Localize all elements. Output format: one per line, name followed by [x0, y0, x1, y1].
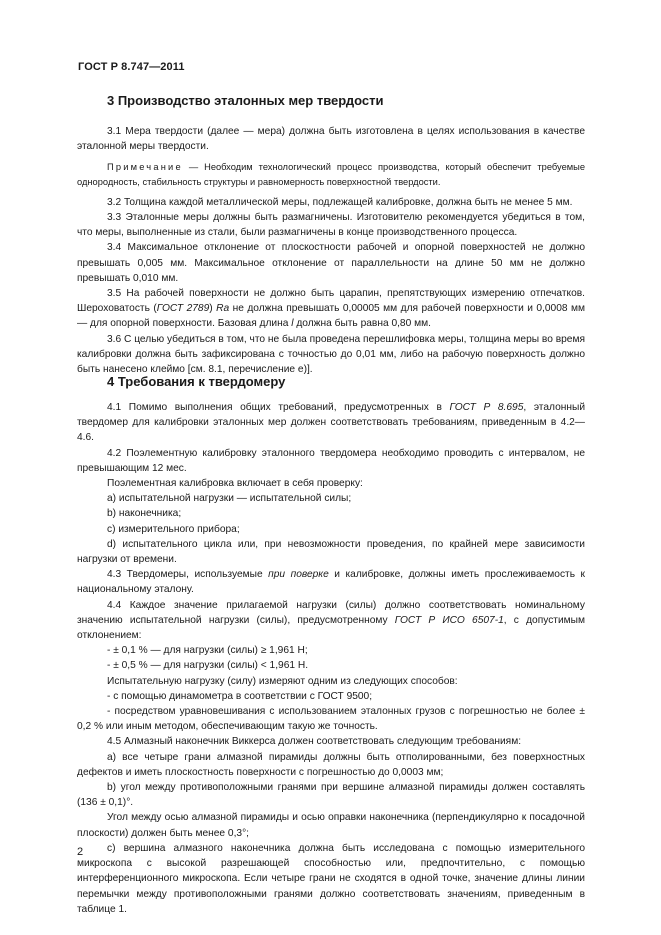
gost-8-695-ref: ГОСТ Р 8.695	[449, 402, 524, 413]
axis-angle-paragraph: Угол между осью алмазной пирамиды и осью оправки наконечника (перпендикулярно к посадочной плоскости) должен быть менее 0,3°;	[77, 812, 585, 839]
paragraph-3-5-text: должна быть равна 0,80 мм.	[293, 318, 431, 330]
list-item-b: b) наконечника;	[107, 508, 182, 520]
ra-symbol: Ra	[216, 303, 230, 315]
paragraph-4-3-text: 4.3 Твердомеры, используемые	[107, 569, 269, 581]
paragraph-4-3-text: и калибровке, должны иметь прослеживаемость к национальному эталону.	[77, 569, 585, 596]
note-label: Примечание	[107, 162, 183, 173]
measurement-intro: Испытательную нагрузку (силу) измеряют одним из следующих способов:	[107, 675, 458, 687]
paragraph-4-1	[77, 400, 585, 446]
paragraph-4-1-text: , эталонный твердомер для калибровки эталонных мер должен соответствовать требованиям, приведенным в 4.2—4.6.	[77, 402, 586, 444]
paragraph-3-5-text: )	[209, 303, 217, 315]
gost-iso-6507-ref: ГОСТ Р ИСО 6507-1	[394, 614, 504, 626]
document-header: ГОСТ Р 8.747—2011	[78, 61, 185, 73]
paragraph-4-3	[77, 567, 585, 597]
section-3-title: 3 Производство эталонных мер твердости	[107, 93, 384, 108]
list-item-a: а) испытательной нагрузки — испытательной силы;	[107, 493, 352, 505]
paragraph-4-4	[77, 598, 585, 644]
tolerance-item: - ± 0,5 % — для нагрузки (силы) < 1,961 Н.	[107, 660, 309, 672]
requirement-b: b) угол между противоположными гранями при вершине алмазной пирамиды должен составлять (136 ± 0,1)°.	[77, 782, 585, 809]
paragraph-3-2: 3.2 Толщина каждой металлической меры, подлежащей калибровке, должна быть не менее 5 мм.	[107, 196, 573, 208]
tolerance-item: - ± 0,1 % — для нагрузки (силы) ≥ 1,961 Н;	[107, 645, 308, 657]
paragraph-3-5-text: не должна превышать 0,00005 мм для рабочей поверхности и 0,0008 мм — для опорной поверхности. Базовая длина	[77, 303, 585, 330]
list-item-c: с) измерительного прибора;	[107, 523, 240, 535]
paragraph-4-2: 4.2 Поэлементную калибровку эталонного твердомера необходимо проводить с интервалом, не превышающим 12 мес.	[77, 447, 585, 474]
gost-2789-ref: ГОСТ 2789	[156, 303, 210, 315]
l-symbol: l	[291, 318, 294, 330]
paragraph-4-4-text: , с допустимым отклонением:	[77, 614, 585, 642]
requirement-a: а) все четыре грани алмазной пирамиды должны быть отполированными, без поверхностных дефектов и иметь плоскостность поверхности с погрешностью до 0,0003 мм;	[77, 751, 585, 778]
paragraph-3-1: 3.1 Мера твердости (далее — мера) должна быть изготовлена в целях использования в качестве эталонной меры твердости.	[77, 126, 585, 153]
paragraph-4-2-intro: Поэлементная калибровка включает в себя проверку:	[107, 478, 363, 490]
note	[77, 160, 585, 188]
section-4-title: 4 Требования к твердомеру	[107, 374, 286, 389]
paragraph-4-1-text: 4.1 Помимо выполнения общих требований, предусмотренных в	[107, 402, 450, 413]
note-text: — Необходим технологический процесс производства, который обеспечит требуемые однородность, стабильность структуры и равномерность поверхностной твердости.	[77, 162, 585, 187]
measurement-item: - с помощью динамометра в соответствии с ГОСТ 9500;	[107, 690, 373, 702]
section-3-body	[77, 124, 585, 377]
measurement-item: - посредством уравновешивания с использованием эталонных грузов с погрешностью не более ± 0,2 % или иным методом, обеспечивающим такую же точность.	[77, 706, 585, 733]
list-item-d: d) испытательного цикла или, при невозможности проведения, по крайней мере зависимости нагрузки от времени.	[77, 538, 585, 566]
paragraph-3-3: 3.3 Эталонные меры должны быть размагничены. Изготовителю рекомендуется убедиться в том, что меры, выполненные из стали, были размагничены в конце производственного процесса.	[77, 212, 585, 239]
paragraph-4-4-text: 4.4 Каждое значение прилагаемой нагрузки (силы) должно соответствовать номинальному значению испытательной нагрузки (силы), предусмотренному	[77, 599, 585, 626]
paragraph-3-5	[77, 286, 585, 332]
page-number: 2	[77, 846, 84, 858]
paragraph-3-5-text: 3.5 На рабочей поверхности не должно быть царапин, препятствующих измерению отпечатков. Шероховатость (	[77, 288, 585, 315]
paragraph-4-3-emphasis: при поверке	[268, 569, 329, 581]
section-4-body	[77, 400, 585, 917]
paragraph-3-4: 3.4 Максимальное отклонение от плоскостности рабочей и опорной поверхностей не должно превышать 0,005 мм. Максимальное отклонение от параллельности на длине 50 мм не должно превышать 0,010 мм.	[77, 242, 585, 284]
paragraph-3-6: 3.6 С целью убедиться в том, что не была проведена перешлифовка меры, толщина меры во время калибровки должна быть зафиксирована с точностью до 0,01 мм, либо на рабочую поверхность должно быть нанесено клеймо [см. 8.1, перечисление е)].	[77, 333, 585, 376]
paragraph-4-5: 4.5 Алмазный наконечник Виккерса должен соответствовать следующим требованиям:	[107, 736, 522, 748]
requirement-c: с) вершина алмазного наконечника должна быть исследована с помощью измерительного микроскопа с высокой разрешающей способностью или, предпочтительно, с помощью интерференционного микроскопа. Если четыре грани не сходятся в одной точке, значение длины линии перемычки между противоположными гранями должно соответствовать значениям, приведенным в таблице 1.	[77, 842, 585, 915]
